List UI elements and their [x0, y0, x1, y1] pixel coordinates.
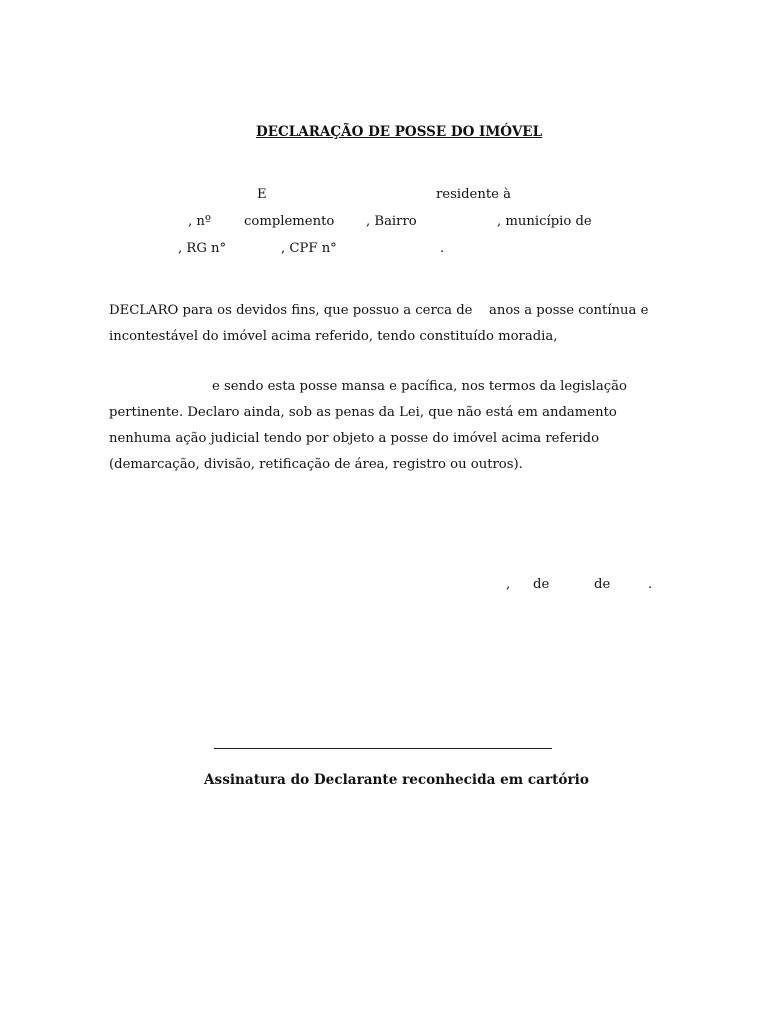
paragraph2-line2: pertinente. Declaro ainda, sob as penas da Lei, que não está em andamento	[109, 405, 617, 420]
field-label-complemento: complemento	[244, 214, 335, 229]
field-label-cpf: , CPF n°	[281, 241, 337, 256]
date-de-1: de	[533, 577, 550, 592]
paragraph1-line2: incontestável do imóvel acima referido, tendo constituído moradia,	[109, 329, 558, 344]
date-de-2: de	[594, 577, 611, 592]
document-title: DECLARAÇÃO DE POSSE DO IMÓVEL	[256, 124, 543, 140]
paragraph2-line1: e sendo esta posse mansa e pacífica, nos termos da legislação	[212, 379, 627, 394]
paragraph1-line1-start: DECLARO para os devidos fins, que possuo a cerca de	[109, 303, 473, 318]
paragraph2-line3: nenhuma ação judicial tendo por objeto a posse do imóvel acima referido	[109, 431, 600, 446]
signature-caption: Assinatura do Declarante reconhecida em cartório	[204, 772, 589, 788]
field-label-e: E	[257, 187, 267, 202]
date-comma: ,	[506, 577, 511, 592]
field-end-period: .	[440, 241, 445, 256]
field-label-numero: , nº	[188, 214, 212, 229]
field-label-rg: , RG n°	[178, 241, 227, 256]
date-period: .	[648, 577, 653, 592]
field-label-bairro: , Bairro	[366, 214, 417, 229]
signature-line	[214, 748, 552, 749]
field-label-municipio: , município de	[497, 214, 592, 229]
paragraph1-line1-end: anos a posse contínua e	[489, 303, 649, 318]
field-label-residente: residente à	[436, 187, 511, 202]
paragraph2-line4: (demarcação, divisão, retificação de área, registro ou outros).	[109, 457, 523, 472]
